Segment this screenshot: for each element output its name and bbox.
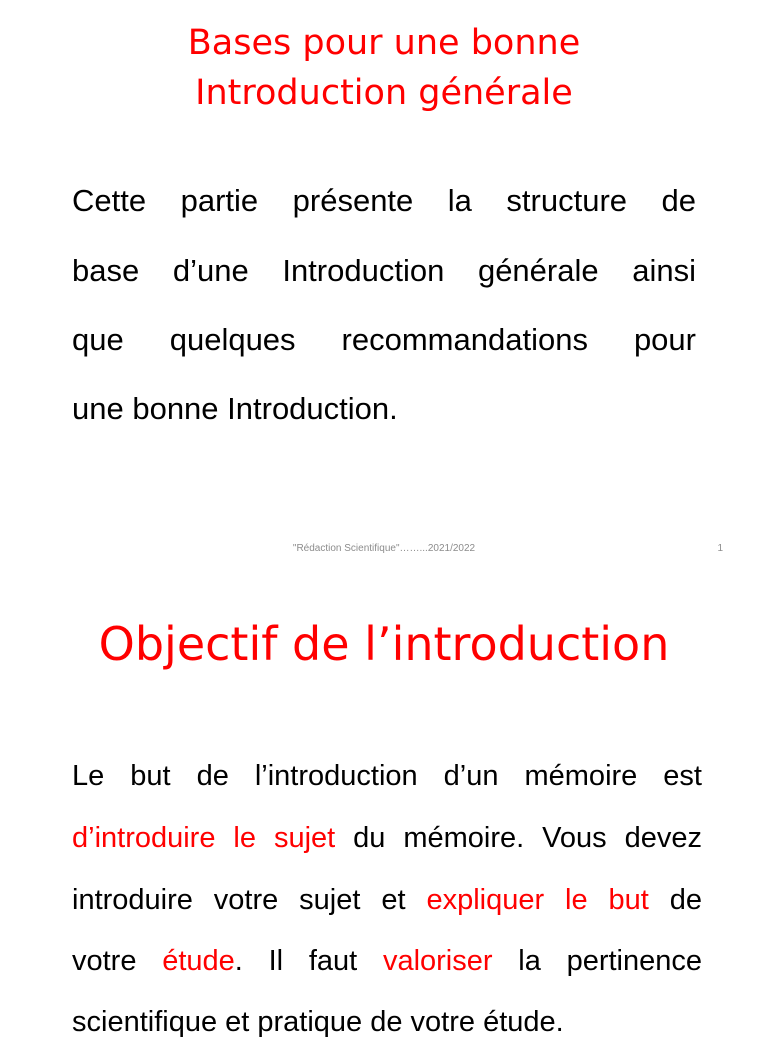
page-number: 1: [717, 543, 723, 554]
highlight-text: expliquer le but: [426, 884, 649, 916]
body-line-4: une bonne Introduction.: [72, 391, 398, 426]
body-text: de: [648, 884, 702, 916]
body-line-3: que quelques recommandations pour: [72, 322, 696, 357]
body-text: votre: [72, 945, 163, 977]
slide-2: [0, 566, 768, 1038]
body-line-4: [72, 941, 702, 981]
body-text: la pertinence: [492, 945, 702, 977]
body-line-3: [72, 880, 702, 920]
body-text: introduire votre sujet et: [72, 884, 427, 916]
body-line-1: Le but de l’introduction d’un mémoire est: [72, 760, 702, 792]
slide-title: Objectif de l’introduction: [98, 617, 670, 671]
body-line-2: [72, 818, 702, 858]
body-text: du mémoire. Vous devez: [335, 822, 702, 854]
body-text: . Il faut: [234, 945, 383, 977]
body-line-5: scientifique et pratique de votre étude.: [72, 1006, 564, 1038]
slide-title-line-1: Bases pour une bonne: [187, 23, 581, 63]
highlight-text: d’introduire le sujet: [72, 822, 336, 854]
body-line-2: base d’une Introduction générale ainsi: [72, 253, 696, 288]
body-line-1: Cette partie présente la structure de: [72, 183, 696, 218]
highlight-text: valoriser: [382, 945, 493, 977]
highlight-text: étude: [162, 945, 235, 977]
footer-text: "Rédaction Scientifique"……...2021/2022: [292, 543, 476, 554]
slide-title-line-2: Introduction générale: [195, 73, 573, 113]
